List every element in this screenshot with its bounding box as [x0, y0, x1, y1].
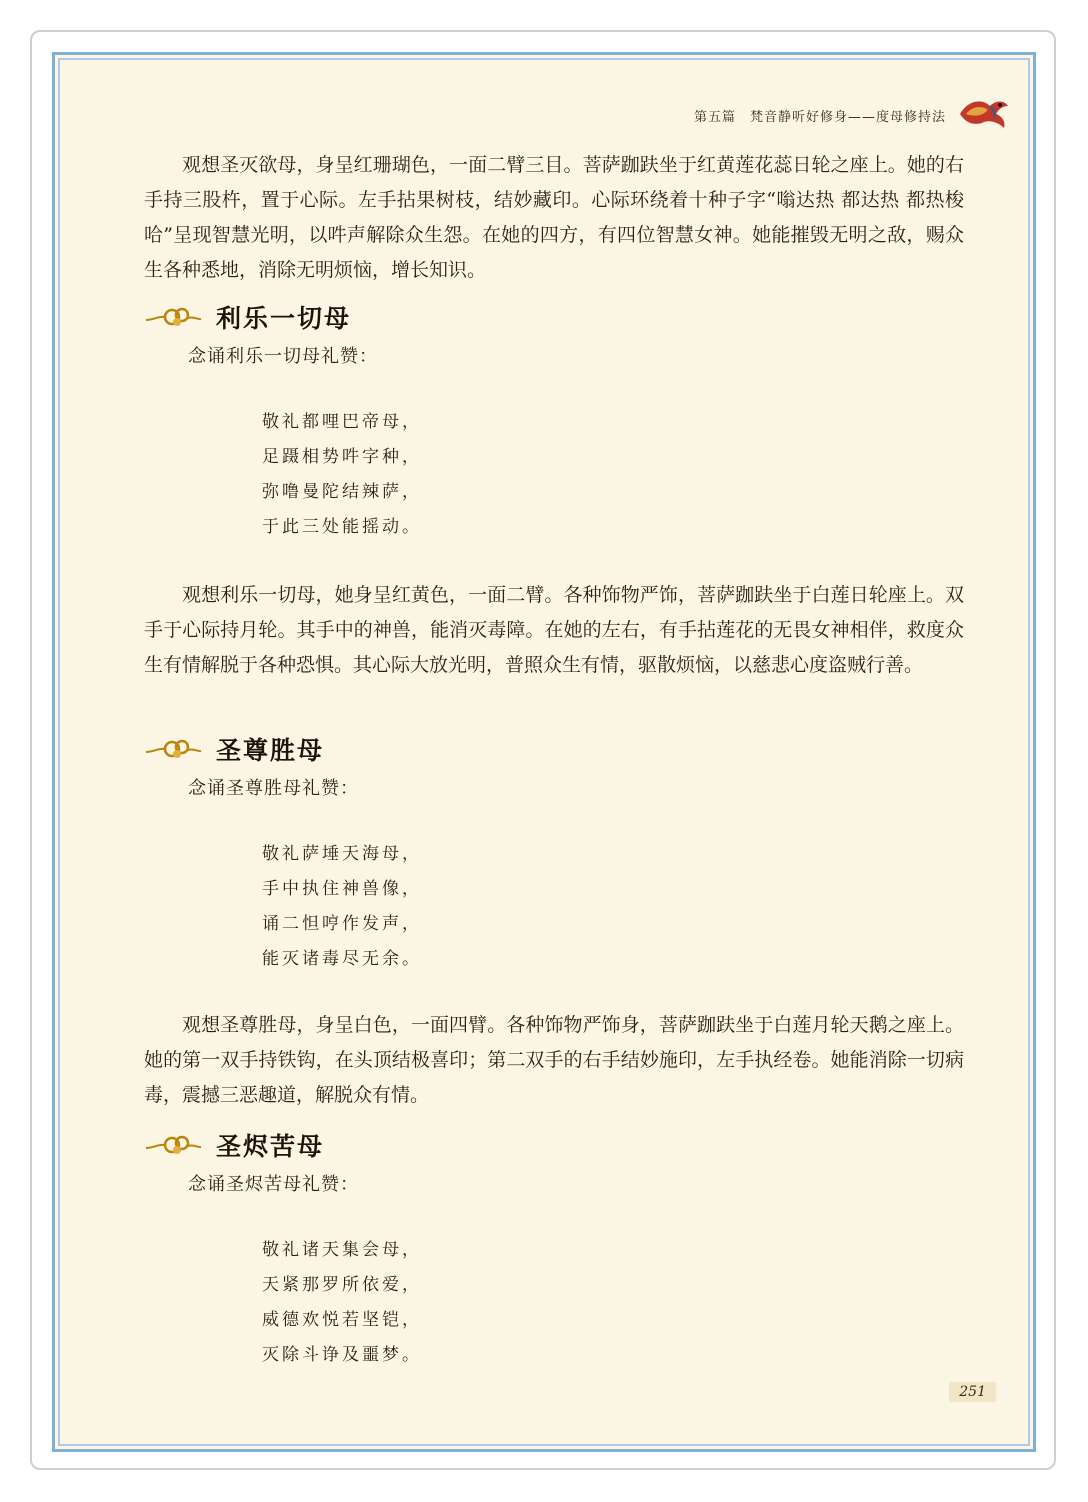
verse-line: 于此三处能摇动。	[262, 517, 422, 537]
section-intro-3: 念诵圣烬苦母礼赞：	[188, 1174, 359, 1195]
verse-3	[262, 1233, 422, 1373]
section-intro-2: 念诵圣尊胜母礼赞：	[188, 778, 359, 799]
section-title-3: 圣烬苦母	[216, 1132, 325, 1161]
section-heading-1	[144, 300, 351, 334]
phoenix-ornament-icon	[956, 92, 1010, 132]
verse-line: 足蹑相势吽字种，	[262, 447, 422, 467]
verse-1	[262, 405, 422, 545]
section-intro-1: 念诵利乐一切母礼赞：	[188, 346, 378, 367]
verse-line: 能灭诸毒尽无余。	[262, 949, 422, 969]
section-title-1: 利乐一切母	[216, 304, 352, 333]
section-heading-3	[144, 1128, 324, 1162]
auspicious-cloud-icon	[144, 1134, 202, 1156]
paragraph-3: 观想圣尊胜母，身呈白色，一面四臂。各种饰物严饰身，菩萨跏趺坐于白莲月轮天鹅之座上。她的第一双手持铁钩，在头顶结极喜印；第二双手的右手结妙施印，左手执经卷。她能消除一切病毒，震撼三恶趣道，解脱众有情。	[144, 1014, 964, 1106]
section-heading-2	[144, 732, 324, 766]
paragraph-1: 观想圣灭欲母，身呈红珊瑚色，一面二臂三目。菩萨跏趺坐于红黄莲花蕊日轮之座上。她的右手持三股杵，置于心际。左手拈果树枝，结妙藏印。心际环绕着十种子字“嗡达热 都达热 都热梭哈”呈现智慧光明，以吽声解除众生怨。在她的四方，有四位智慧女神。她能摧毁无明之敌，赐众生各种悉地，消除无明烦恼，增长知识。	[144, 154, 964, 281]
running-header	[694, 106, 946, 125]
auspicious-cloud-icon	[144, 306, 202, 328]
verse-line: 敬礼都哩巴帝母，	[262, 412, 422, 432]
verse-2	[262, 837, 422, 977]
paragraph-2: 观想利乐一切母，她身呈红黄色，一面二臂。各种饰物严饰，菩萨跏趺坐于白莲日轮座上。双手于心际持月轮。其手中的神兽，能消灭毒障。在她的左右，有手拈莲花的无畏女神相伴，救度众生有情解脱于各种恐惧。其心际大放光明，普照众生有情，驱散烦恼，以慈悲心度盗贼行善。	[144, 584, 964, 676]
auspicious-cloud-icon	[144, 738, 202, 760]
verse-line: 灭除斗诤及噩梦。	[262, 1345, 422, 1365]
verse-line: 弥噜曼陀结辣萨，	[262, 482, 422, 502]
verse-line: 威德欢悦若坚铠，	[262, 1310, 422, 1330]
verse-line: 手中执住神兽像，	[262, 879, 422, 899]
section-title-2: 圣尊胜母	[216, 736, 325, 765]
header-part: 第五篇	[693, 110, 736, 125]
verse-line: 天紧那罗所依爱，	[262, 1275, 422, 1295]
verse-line: 敬礼萨埵天海母，	[262, 844, 422, 864]
verse-line: 诵二怛哼作发声，	[262, 914, 422, 934]
verse-line: 敬礼诸天集会母，	[262, 1240, 422, 1260]
book-page	[62, 62, 1026, 1442]
page-number: 251	[949, 1382, 996, 1402]
header-chapter: 梵音静听好修身——度母修持法	[749, 110, 946, 125]
